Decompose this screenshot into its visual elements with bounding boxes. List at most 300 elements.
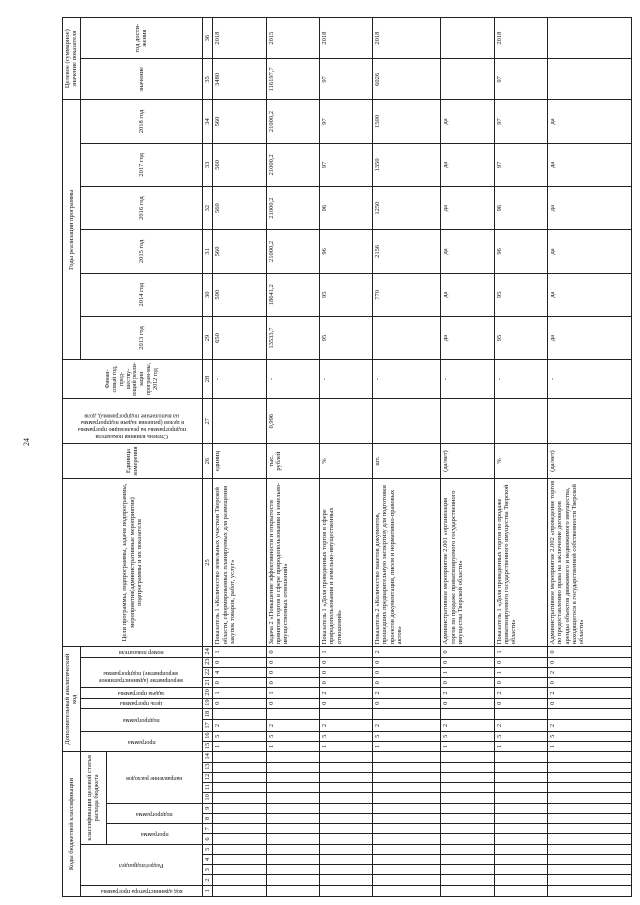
an-task-cell: 2 (547, 688, 631, 698)
column-number: 35 (202, 59, 212, 100)
target-year-cell (547, 18, 631, 59)
an-event-cell: 0 (441, 678, 494, 688)
degree-cell (547, 398, 631, 444)
an-event-cell: 0 (266, 667, 319, 677)
column-number-row (202, 18, 212, 897)
degree-cell (319, 398, 372, 444)
budget-code-cell (441, 875, 494, 885)
budget-code-cell (441, 885, 494, 896)
column-number: 33 (202, 143, 212, 186)
budget-code-cell (494, 875, 547, 885)
an-goal-cell: 0 (266, 698, 319, 708)
column-number: 28 (202, 360, 212, 399)
fin-year-cell: - (319, 360, 372, 399)
year-value-cell: 96 (319, 186, 372, 229)
an-event-cell: 0 (319, 667, 372, 677)
column-number: 13 (202, 762, 212, 772)
unit-cell: (да/нет) (441, 444, 494, 478)
unit-cell: шт. (372, 444, 441, 478)
column-number: 17 (202, 720, 212, 731)
an-indicator-cell: 1 (494, 647, 547, 657)
year-value-cell: да (441, 316, 494, 359)
an-subprogram-cell: 2 (266, 720, 319, 731)
budget-code-cell (213, 844, 266, 854)
column-number: 31 (202, 230, 212, 273)
table-row (213, 18, 266, 897)
an-task-cell: 2 (441, 688, 494, 698)
year-2013-header: 2013 год (80, 316, 202, 359)
column-number: 24 (202, 647, 212, 657)
budget-code-cell (494, 865, 547, 875)
column-number: 29 (202, 316, 212, 359)
budget-code-cell (494, 783, 547, 793)
an-event-cell: 0 (266, 678, 319, 688)
budget-code-cell (494, 844, 547, 854)
target-value-cell (547, 59, 631, 100)
budget-code-cell (319, 752, 372, 762)
unit-cell: % (319, 444, 372, 478)
an-subprogram-cell: 2 (213, 720, 266, 731)
budget-code-cell (319, 803, 372, 813)
an-subprogram-cell (372, 708, 441, 719)
goal-text-cell: Задача 2 «Повышение эффективности и открытости принятия торгов в сфере природопользования и земельно-имущественных отношений» (266, 478, 319, 647)
column-number: 1 (202, 885, 212, 896)
degree-cell (372, 398, 441, 444)
budget-codes-header: Коды бюджетной классификации (63, 752, 81, 897)
column-number: 7 (202, 824, 212, 834)
budget-code-cell (213, 875, 266, 885)
an-event-cell: 4 (213, 667, 266, 677)
an-event-cell: 0 (213, 657, 266, 667)
budget-code-cell (213, 752, 266, 762)
an-goal-header: цель программы (120, 699, 163, 706)
year-value-cell: 590 (213, 273, 266, 316)
target-year-cell: 2018 (494, 18, 547, 59)
budget-code-cell (441, 793, 494, 803)
budget-code-cell (213, 854, 266, 864)
an-program-cell: 5 (213, 731, 266, 741)
budget-code-cell (547, 865, 631, 875)
budget-code-cell (441, 772, 494, 782)
budget-code-cell (494, 834, 547, 844)
year-value-cell: 97 (494, 143, 547, 186)
an-program-cell: 1 (494, 741, 547, 751)
an-goal-cell: 0 (494, 698, 547, 708)
year-value-cell: 96 (494, 186, 547, 229)
budget-code-cell (441, 783, 494, 793)
an-event-cell: 0 (494, 678, 547, 688)
column-number: 22 (202, 667, 212, 677)
budget-code-cell (547, 885, 631, 896)
an-event-cell: 0 (494, 657, 547, 667)
year-value-cell: да (441, 143, 494, 186)
year-value-cell: 560 (213, 100, 266, 143)
an-goal-cell: 0 (319, 698, 372, 708)
column-number: 10 (202, 793, 212, 803)
budget-code-cell (319, 813, 372, 823)
fin-year-cell: - (372, 360, 441, 399)
an-subprogram-cell (547, 708, 631, 719)
an-event-cell: 0 (319, 678, 372, 688)
column-number: 30 (202, 273, 212, 316)
budget-code-cell (266, 762, 319, 772)
an-program-cell: 1 (266, 741, 319, 751)
program-table (62, 17, 632, 897)
an-event-cell: 0 (319, 657, 372, 667)
year-2018-header: 2018 год (80, 100, 202, 143)
an-task-header: задача программы (118, 689, 165, 696)
year-2017-header: 2017 год (80, 143, 202, 186)
column-number: 8 (202, 813, 212, 823)
budget-code-cell (441, 824, 494, 834)
an-event-cell: 2 (547, 667, 631, 677)
table-body (213, 18, 632, 897)
degree-cell: 0,996 (266, 398, 319, 444)
degree-cell (441, 398, 494, 444)
target-value-cell: 97 (494, 59, 547, 100)
goal-text-cell: Административное мероприятие 2.001 «организация торгов по продаже приватизируемого государственного имущества Тверской области» (441, 478, 494, 647)
column-number: 32 (202, 186, 212, 229)
year-value-cell: 21000,2 (266, 230, 319, 273)
csr-program-header: программа (140, 831, 169, 838)
an-goal-cell: 0 (547, 698, 631, 708)
budget-code-cell (547, 783, 631, 793)
csr-header: классификация целевой статьи расхода бюджета (80, 752, 106, 844)
budget-code-cell (547, 844, 631, 854)
budget-code-cell (372, 803, 441, 813)
column-number: 21 (202, 678, 212, 688)
column-number: 27 (202, 398, 212, 444)
degree-cell (494, 398, 547, 444)
fin-year-cell: - (494, 360, 547, 399)
budget-code-cell (319, 772, 372, 782)
an-indicator-cell: 1 (213, 647, 266, 657)
budget-code-cell (494, 762, 547, 772)
years-header: Годы реализации программы (63, 100, 81, 360)
an-indicator-cell: 0 (266, 647, 319, 657)
table-row (372, 18, 441, 897)
budget-code-cell (266, 772, 319, 782)
an-task-cell: 2 (372, 688, 441, 698)
an-subprogram-header: подпрограмма (123, 717, 160, 724)
budget-code-cell (494, 752, 547, 762)
fin-year-cell: - (441, 360, 494, 399)
an-program-cell: 5 (441, 731, 494, 741)
column-number: 5 (202, 844, 212, 854)
budget-code-cell (266, 844, 319, 854)
budget-code-cell (494, 824, 547, 834)
budget-code-cell (372, 783, 441, 793)
budget-code-cell (372, 752, 441, 762)
budget-code-cell (547, 854, 631, 864)
year-value-cell: 95 (319, 273, 372, 316)
budget-code-cell (547, 772, 631, 782)
an-task-cell: 2 (494, 688, 547, 698)
target-year-header: год дости-жения (80, 18, 202, 59)
an-event-cell: 0 (372, 678, 441, 688)
an-event-cell: 0 (372, 667, 441, 677)
degree-cell (213, 398, 266, 444)
budget-code-cell (547, 762, 631, 772)
an-subprogram-cell (441, 708, 494, 719)
year-value-cell: 21000,2 (266, 143, 319, 186)
column-number: 23 (202, 657, 212, 667)
year-value-cell: да (547, 100, 631, 143)
budget-code-cell (372, 865, 441, 875)
an-task-cell: 1 (266, 688, 319, 698)
year-value-cell: 560 (213, 143, 266, 186)
year-value-cell: 95 (319, 316, 372, 359)
budget-code-cell (494, 772, 547, 782)
year-2014-header: 2014 год (80, 273, 202, 316)
table-sheet (62, 17, 632, 897)
year-value-cell: да (441, 186, 494, 229)
budget-code-cell (319, 762, 372, 772)
fin-year-header: Финан-совый год, пред-шеству-ющий реали-зации програм-мы, 2012 год (63, 360, 203, 399)
an-subprogram-cell (319, 708, 372, 719)
budget-code-cell (213, 824, 266, 834)
budget-code-cell (441, 813, 494, 823)
fin-year-cell: - (266, 360, 319, 399)
an-subprogram-cell (266, 708, 319, 719)
column-number: 2 (202, 875, 212, 885)
budget-code-cell (441, 854, 494, 864)
an-program-cell: 5 (372, 731, 441, 741)
year-value-cell: 13533,7 (266, 316, 319, 359)
budget-code-cell (319, 834, 372, 844)
year-value-cell: 96 (494, 230, 547, 273)
an-subprogram-cell: 2 (547, 720, 631, 731)
column-number: 20 (202, 688, 212, 698)
budget-code-cell (441, 834, 494, 844)
target-year-cell: 2018 (213, 18, 266, 59)
year-value-cell: 770 (372, 273, 441, 316)
target-value-cell (441, 59, 494, 100)
unit-cell: (да/нет) (547, 444, 631, 478)
budget-code-cell (372, 834, 441, 844)
budget-code-cell (266, 824, 319, 834)
an-event-cell: 0 (441, 657, 494, 667)
an-program-cell: 5 (319, 731, 372, 741)
table-row (441, 18, 494, 897)
target-value-cell: 6026 (372, 59, 441, 100)
budget-code-cell (494, 803, 547, 813)
budget-code-cell (372, 875, 441, 885)
goal-text-cell: Показатель 1 «Доля проведенных торгов в сфере природопользования и земельно-имущественных отношений» (319, 478, 372, 647)
budget-code-cell (547, 752, 631, 762)
budget-code-cell (266, 865, 319, 875)
year-value-cell: 21000,2 (266, 186, 319, 229)
goals-header: Цели программы, подпрограммы, задачи подпрограммы, мероприятия(административные мероприятия) подпрограммы и их показатели (63, 478, 203, 647)
year-value-cell: 1250 (372, 186, 441, 229)
budget-code-cell (547, 875, 631, 885)
year-value-cell: да (547, 186, 631, 229)
year-value-cell: да (441, 230, 494, 273)
unit-header: Единица измерения (63, 444, 203, 478)
an-event-cell: 0 (213, 678, 266, 688)
year-value-cell: 2156 (372, 230, 441, 273)
year-value-cell: 1500 (372, 100, 441, 143)
budget-code-cell (319, 844, 372, 854)
budget-code-cell (319, 854, 372, 864)
year-value-cell: 21000,2 (266, 100, 319, 143)
an-indicator-cell: 0 (547, 647, 631, 657)
year-2015-header: 2015 год (80, 230, 202, 273)
budget-code-cell (441, 803, 494, 813)
goal-text-cell: Показатель 1 «Количество земельных участков Тверской области, сформированных планируемых для размещения закупок товаров, работ, услуг» (213, 478, 266, 647)
year-value-cell: 95 (494, 316, 547, 359)
an-event-cell: 0 (266, 657, 319, 667)
csr-subprogram-header: подпрограмма (136, 810, 173, 817)
budget-code-cell (213, 783, 266, 793)
budget-code-cell (372, 854, 441, 864)
an-event-cell: 0 (547, 678, 631, 688)
budget-code-cell (372, 772, 441, 782)
column-number: 4 (202, 854, 212, 864)
an-program-header: программа (127, 738, 156, 745)
column-number: 34 (202, 100, 212, 143)
budget-code-cell (494, 885, 547, 896)
budget-code-cell (319, 865, 372, 875)
page-number: 24 (22, 438, 31, 446)
an-indicator-cell: 1 (319, 647, 372, 657)
budget-code-cell (266, 885, 319, 896)
budget-code-cell (547, 813, 631, 823)
budget-code-cell (547, 824, 631, 834)
budget-code-cell (547, 834, 631, 844)
an-subprogram-cell (494, 708, 547, 719)
target-value-cell: 116197,7 (266, 59, 319, 100)
budget-code-cell (441, 844, 494, 854)
budget-code-cell (266, 752, 319, 762)
target-value-header: значение (80, 59, 202, 100)
budget-code-cell (266, 793, 319, 803)
target-header: Целевое (суммарное) значение показателя (63, 18, 81, 100)
unit-cell: % (494, 444, 547, 478)
an-task-cell: 2 (319, 688, 372, 698)
an-task-cell: 1 (213, 688, 266, 698)
year-value-cell: да (547, 273, 631, 316)
an-event-header: мероприятие (административное мероприятие) подпрограммы (99, 670, 184, 684)
budget-code-cell (266, 875, 319, 885)
an-goal-cell: 0 (441, 698, 494, 708)
budget-code-cell (372, 762, 441, 772)
table-row (547, 18, 631, 897)
year-2016-header: 2016 год (80, 186, 202, 229)
budget-code-cell (372, 793, 441, 803)
an-subprogram-cell: 2 (494, 720, 547, 731)
budget-code-cell (266, 803, 319, 813)
year-value-cell: 1350 (372, 143, 441, 186)
budget-code-cell (372, 844, 441, 854)
year-value-cell: да (547, 143, 631, 186)
table-row (266, 18, 319, 897)
budget-code-cell (441, 752, 494, 762)
year-value-cell: 560 (213, 186, 266, 229)
budget-code-cell (494, 793, 547, 803)
column-number: 26 (202, 444, 212, 478)
an-event-cell: 1 (441, 667, 494, 677)
budget-code-cell (372, 824, 441, 834)
budget-code-cell (319, 824, 372, 834)
an-subprogram-cell: 2 (372, 720, 441, 731)
year-value-cell: 96 (319, 230, 372, 273)
analytic-code-header: Дополнительный аналитический код (63, 647, 81, 752)
column-number: 12 (202, 772, 212, 782)
an-program-cell: 5 (547, 731, 631, 741)
budget-code-cell (213, 762, 266, 772)
budget-code-cell (319, 885, 372, 896)
target-value-cell: 97 (319, 59, 372, 100)
year-value-cell: 97 (494, 100, 547, 143)
section-header: Раздел\подраздел (119, 862, 164, 869)
budget-code-cell (547, 793, 631, 803)
column-number: 14 (202, 752, 212, 762)
budget-code-cell (494, 854, 547, 864)
budget-code-cell (213, 865, 266, 875)
column-number: 36 (202, 18, 212, 59)
an-program-cell: 1 (441, 741, 494, 751)
column-number: 3 (202, 865, 212, 875)
year-value-cell: 95 (494, 273, 547, 316)
an-goal-cell: 0 (372, 698, 441, 708)
degree-header: Степень влияния показателя подпрограммы на реализацию программы в целом (решения задачи подпрограммы на выполнение подпрограммы), доля (78, 412, 187, 440)
budget-code-cell (494, 813, 547, 823)
column-number: 18 (202, 708, 212, 719)
year-value-cell: да (441, 100, 494, 143)
table-row (319, 18, 372, 897)
an-program-cell: 1 (372, 741, 441, 751)
budget-code-cell (372, 885, 441, 896)
budget-code-cell (372, 813, 441, 823)
an-subprogram-cell: 2 (441, 720, 494, 731)
budget-code-cell (547, 803, 631, 813)
column-number: 16 (202, 731, 212, 741)
an-indicator-cell: 2 (372, 647, 441, 657)
budget-code-cell (319, 783, 372, 793)
budget-code-cell (319, 793, 372, 803)
an-program-cell: 1 (213, 741, 266, 751)
budget-code-cell (213, 813, 266, 823)
an-program-cell: 1 (547, 741, 631, 751)
year-value-cell: да (547, 316, 631, 359)
unit-cell: тыс. рублей (266, 444, 319, 478)
fin-year-cell: - (213, 360, 266, 399)
an-goal-cell: 0 (213, 698, 266, 708)
goal-text-cell: Административное мероприятие 2.002 «проведение торгов по предоставлению права на заключение договоров аренды объектов движимого и недвижимого имущества, находящегося в государственной собственности Тверской области» (547, 478, 631, 647)
column-number: 25 (202, 478, 212, 647)
goal-text-cell: Показатель 2 «Количество пакетов документов, прошедших предварительную экспертизу для подготовки проектов документации, писем и нормативно-правовых актов» (372, 478, 441, 647)
column-number: 6 (202, 834, 212, 844)
an-program-cell: 5 (494, 731, 547, 741)
table-row (494, 18, 547, 897)
year-value-cell: 560 (213, 230, 266, 273)
budget-code-cell (266, 834, 319, 844)
budget-code-cell (266, 854, 319, 864)
column-number: 11 (202, 783, 212, 793)
budget-code-cell (213, 803, 266, 813)
an-program-cell: 1 (319, 741, 372, 751)
an-indicator-header: номер показателя (119, 648, 164, 655)
budget-code-cell (213, 834, 266, 844)
year-value-cell: 97 (319, 100, 372, 143)
goal-text-cell: Показатель 1 «Доля проведенных торгов по продаже приватизируемого государственного имущества Тверской области» (494, 478, 547, 647)
budget-code-cell (266, 813, 319, 823)
an-subprogram-cell (213, 708, 266, 719)
admin-code-header: код администратора программы (100, 888, 183, 894)
year-value-cell: 97 (319, 143, 372, 186)
year-value-cell: 18641,2 (266, 273, 319, 316)
